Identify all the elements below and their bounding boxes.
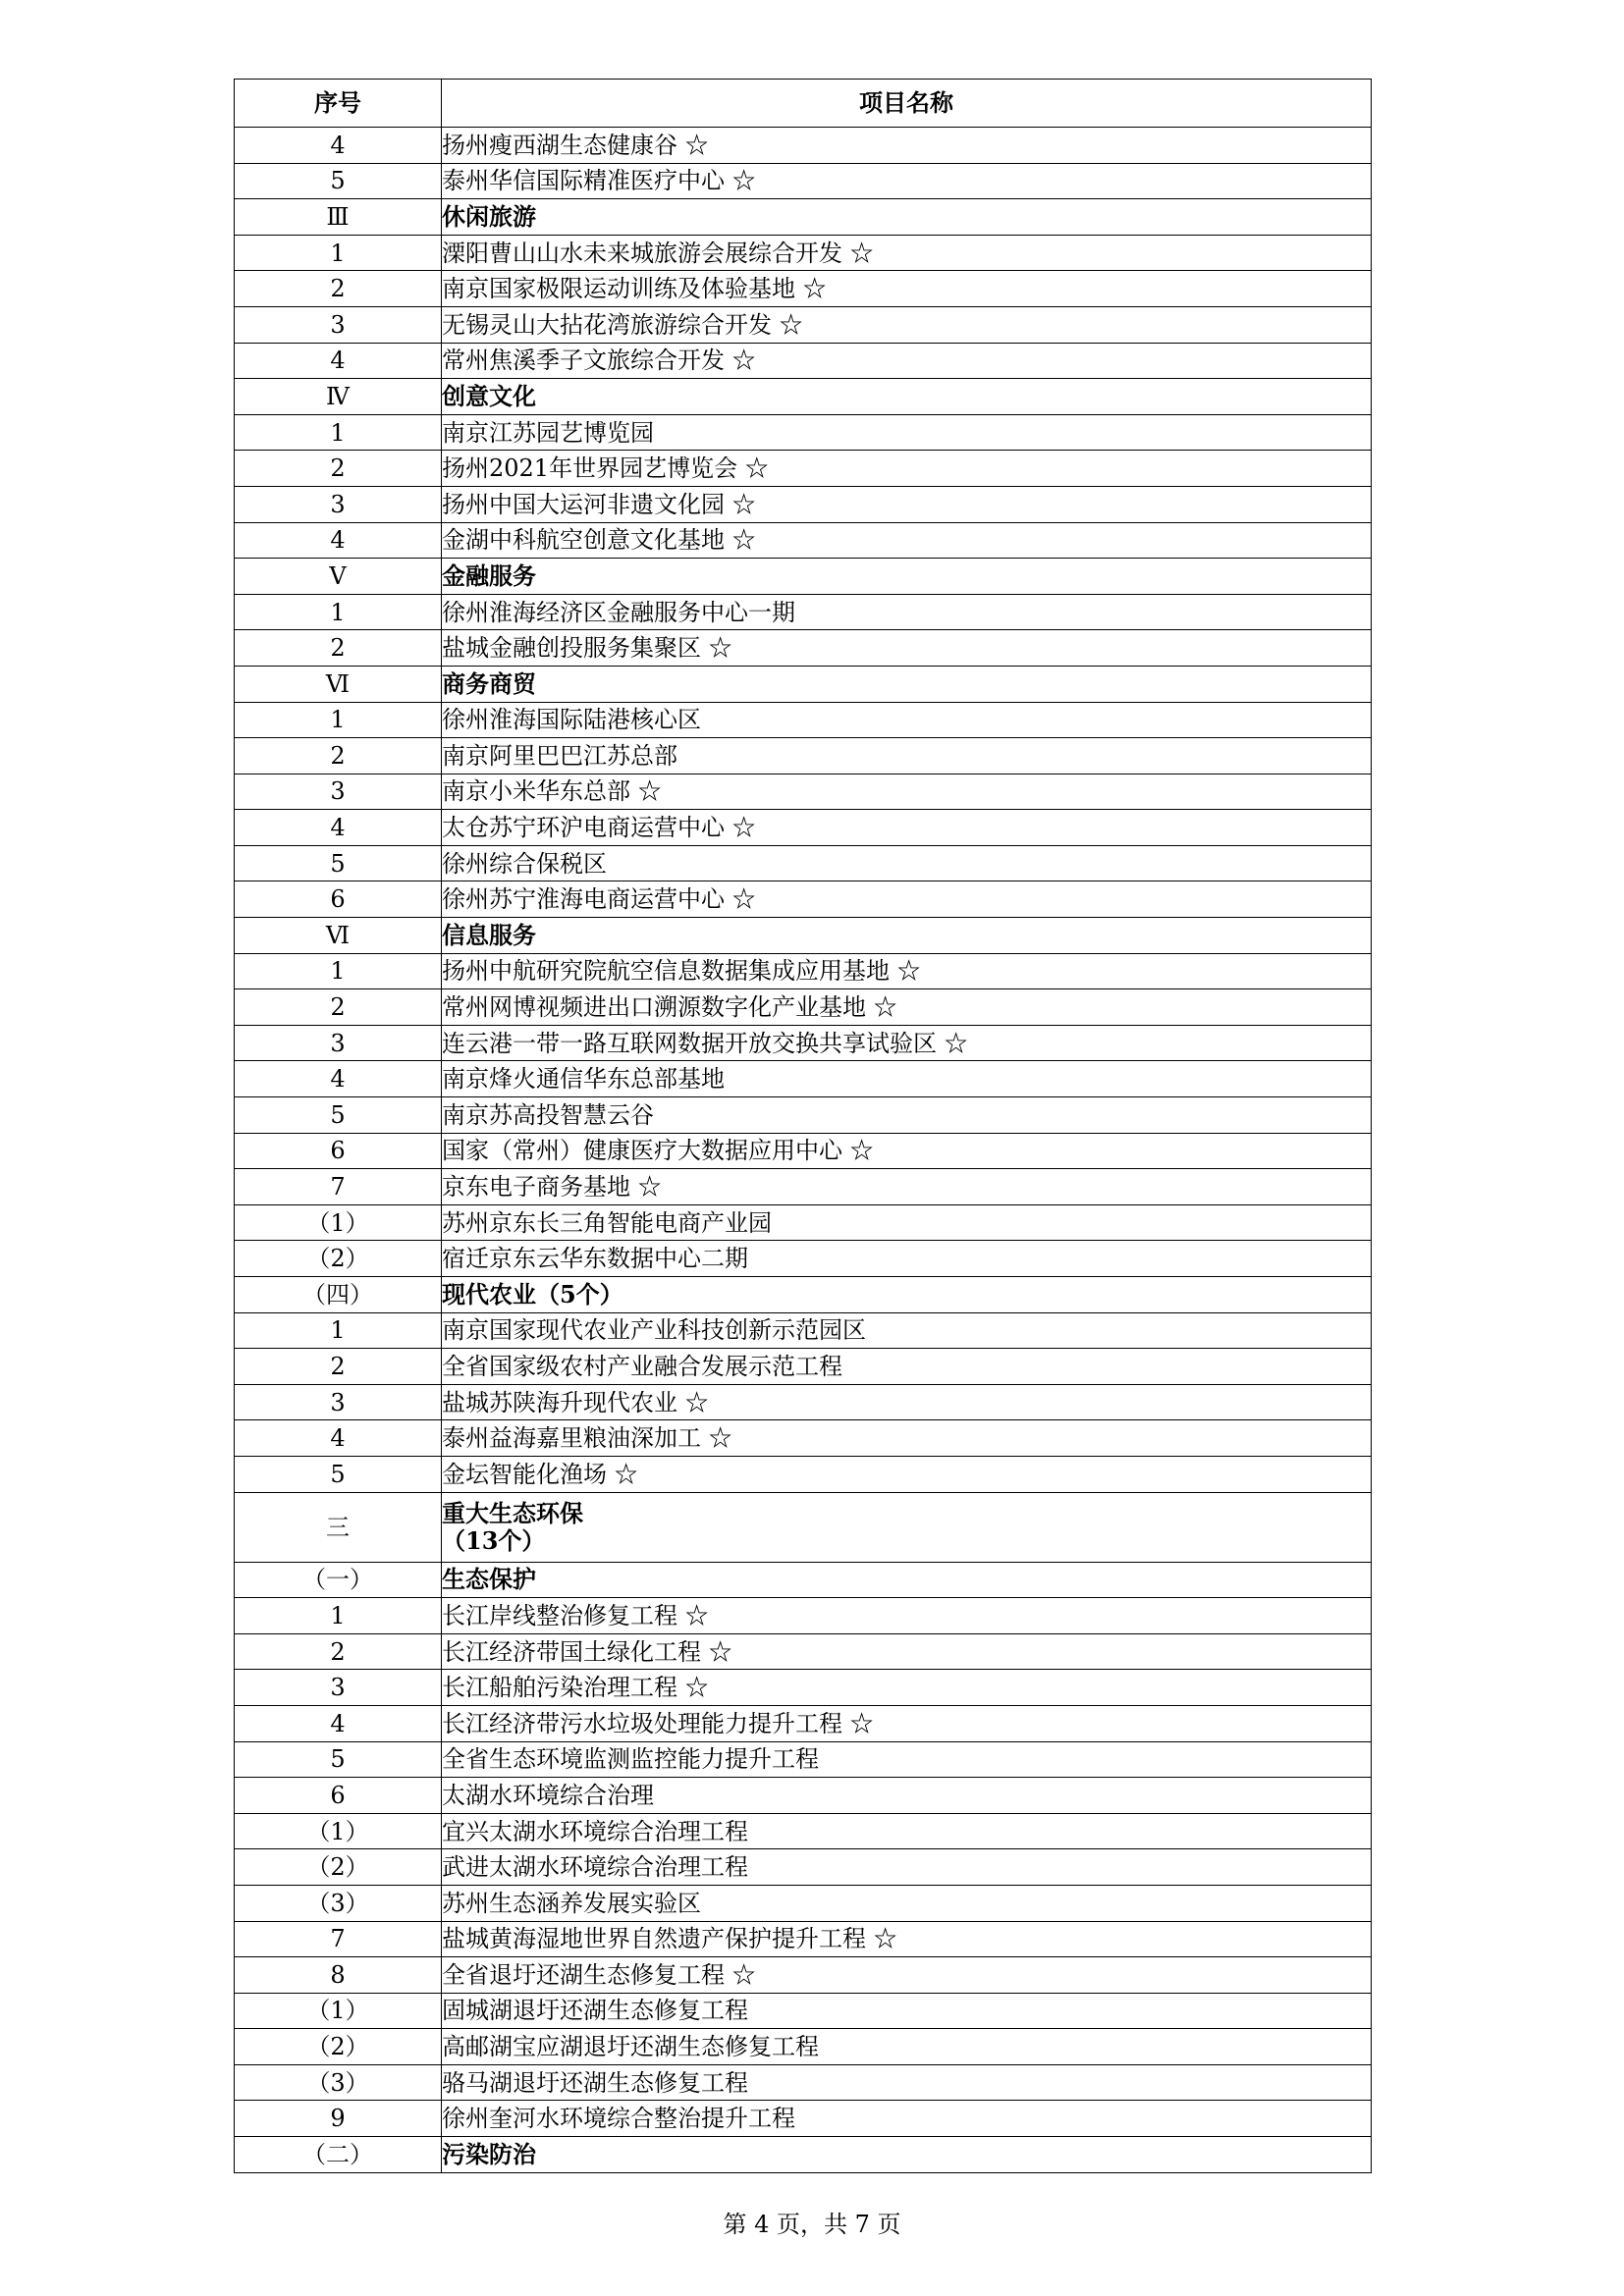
row-project-name: 南京国家现代农业产业科技创新示范园区 xyxy=(442,1312,1372,1349)
row-project-name: 徐州奎河水环境综合整治提升工程 xyxy=(442,2101,1372,2137)
row-project-name: 太仓苏宁环沪电商运营中心 ☆ xyxy=(442,810,1372,846)
row-project-name: 宜兴太湖水环境综合治理工程 xyxy=(442,1813,1372,1849)
table-row xyxy=(235,2137,1372,2173)
row-project-name: 金湖中科航空创意文化基地 ☆ xyxy=(442,522,1372,559)
table-row xyxy=(235,1384,1372,1420)
row-seq: （2） xyxy=(235,2029,442,2065)
row-seq: Ⅳ xyxy=(235,379,442,415)
row-project-name: 泰州益海嘉里粮油深加工 ☆ xyxy=(442,1420,1372,1457)
row-project-name: 全省退圩还湖生态修复工程 ☆ xyxy=(442,1957,1372,1994)
row-project-name: 徐州淮海国际陆港核心区 xyxy=(442,702,1372,738)
table-row xyxy=(235,738,1372,774)
row-project-name: 宿迁京东云华东数据中心二期 xyxy=(442,1241,1372,1277)
row-seq: Ⅴ xyxy=(235,559,442,595)
row-project-name: 固城湖退圩还湖生态修复工程 xyxy=(442,1993,1372,2029)
table-row xyxy=(235,2101,1372,2137)
table-row xyxy=(235,594,1372,630)
table-row xyxy=(235,1849,1372,1886)
row-seq: 3 xyxy=(235,486,442,522)
table-row xyxy=(235,1456,1372,1492)
row-seq: （1） xyxy=(235,1993,442,2029)
table-row xyxy=(235,1778,1372,1814)
row-seq: 5 xyxy=(235,1456,442,1492)
table-row xyxy=(235,1277,1372,1313)
row-seq: Ⅵ xyxy=(235,666,442,702)
row-seq: 1 xyxy=(235,702,442,738)
row-seq: （一） xyxy=(235,1562,442,1598)
row-project-name: 生态保护 xyxy=(442,1562,1372,1598)
row-seq: 7 xyxy=(235,1921,442,1957)
row-seq: 4 xyxy=(235,128,442,164)
row-seq: 3 xyxy=(235,774,442,810)
row-seq: 2 xyxy=(235,1633,442,1670)
table-row xyxy=(235,702,1372,738)
table-row xyxy=(235,1598,1372,1634)
table-row xyxy=(235,306,1372,343)
table-row xyxy=(235,1562,1372,1598)
row-project-name-line1: 重大生态环保 xyxy=(442,1498,583,1527)
row-project-name: 商务商贸 xyxy=(442,666,1372,702)
row-seq: 3 xyxy=(235,306,442,343)
row-project-name: 扬州中航研究院航空信息数据集成应用基地 ☆ xyxy=(442,953,1372,989)
row-seq: 2 xyxy=(235,989,442,1026)
table-row xyxy=(235,486,1372,522)
row-seq: 8 xyxy=(235,1957,442,1994)
row-seq: 1 xyxy=(235,594,442,630)
row-project-name: 现代农业（5个） xyxy=(442,1277,1372,1313)
page-number: 第 4 页，共 7 页 xyxy=(723,2211,901,2238)
table-row xyxy=(235,379,1372,415)
row-project-name: 长江岸线整治修复工程 ☆ xyxy=(442,1598,1372,1634)
row-project-name: 南京阿里巴巴江苏总部 xyxy=(442,738,1372,774)
row-seq: （1） xyxy=(235,1204,442,1241)
row-seq: 4 xyxy=(235,343,442,379)
table-row xyxy=(235,522,1372,559)
row-seq: 4 xyxy=(235,1061,442,1097)
row-project-name: 高邮湖宝应湖退圩还湖生态修复工程 xyxy=(442,2029,1372,2065)
row-seq: Ⅵ xyxy=(235,918,442,954)
row-project-name-line2: （13个） xyxy=(442,1525,546,1555)
row-seq: 2 xyxy=(235,451,442,487)
row-project-name: 南京国家极限运动训练及体验基地 ☆ xyxy=(442,271,1372,307)
row-project-name: 徐州综合保税区 xyxy=(442,845,1372,881)
row-project-name: 扬州2021年世界园艺博览会 ☆ xyxy=(442,451,1372,487)
table-row xyxy=(235,630,1372,667)
row-project-name xyxy=(442,1492,1372,1562)
row-seq: 5 xyxy=(235,1097,442,1134)
row-seq: 4 xyxy=(235,810,442,846)
row-seq: （二） xyxy=(235,2137,442,2173)
row-project-name: 长江经济带污水垃圾处理能力提升工程 ☆ xyxy=(442,1705,1372,1741)
row-project-name: 扬州中国大运河非遗文化园 ☆ xyxy=(442,486,1372,522)
row-project-name: 盐城金融创投服务集聚区 ☆ xyxy=(442,630,1372,667)
row-project-name: 南京江苏园艺博览园 xyxy=(442,414,1372,451)
table-row xyxy=(235,271,1372,307)
row-seq: 1 xyxy=(235,414,442,451)
table-row xyxy=(235,918,1372,954)
row-seq: （3） xyxy=(235,2064,442,2101)
row-project-name: 南京烽火通信华东总部基地 xyxy=(442,1061,1372,1097)
row-seq: 5 xyxy=(235,1741,442,1778)
table-row xyxy=(235,1885,1372,1921)
row-project-name: 常州网博视频进出口溯源数字化产业基地 ☆ xyxy=(442,989,1372,1026)
table-row xyxy=(235,451,1372,487)
row-seq: 2 xyxy=(235,1349,442,1385)
row-project-name: 休闲旅游 xyxy=(442,199,1372,236)
table-row xyxy=(235,1957,1372,1994)
row-seq: 3 xyxy=(235,1384,442,1420)
table-row xyxy=(235,1133,1372,1169)
row-seq: 5 xyxy=(235,845,442,881)
table-row xyxy=(235,881,1372,918)
row-seq: Ⅲ xyxy=(235,199,442,236)
table-row xyxy=(235,1492,1372,1562)
table-row xyxy=(235,1349,1372,1385)
table-row xyxy=(235,1241,1372,1277)
table-row xyxy=(235,810,1372,846)
table-row xyxy=(235,2064,1372,2101)
row-seq: 6 xyxy=(235,881,442,918)
row-project-name: 创意文化 xyxy=(442,379,1372,415)
project-table xyxy=(234,79,1372,2173)
table-row xyxy=(235,1169,1372,1205)
row-project-name: 苏州京东长三角智能电商产业园 xyxy=(442,1204,1372,1241)
row-project-name: 常州焦溪季子文旅综合开发 ☆ xyxy=(442,343,1372,379)
row-project-name: 盐城苏陕海升现代农业 ☆ xyxy=(442,1384,1372,1420)
row-project-name: 南京小米华东总部 ☆ xyxy=(442,774,1372,810)
row-seq: （1） xyxy=(235,1813,442,1849)
row-project-name: 连云港一带一路互联网数据开放交换共享试验区 ☆ xyxy=(442,1025,1372,1061)
row-seq: （2） xyxy=(235,1849,442,1886)
row-seq: 3 xyxy=(235,1025,442,1061)
row-seq: 1 xyxy=(235,953,442,989)
row-seq: 7 xyxy=(235,1169,442,1205)
table-row xyxy=(235,1097,1372,1134)
header-seq: 序号 xyxy=(235,80,442,128)
table-row xyxy=(235,1993,1372,2029)
table-row xyxy=(235,128,1372,164)
table-row xyxy=(235,1633,1372,1670)
table-row xyxy=(235,199,1372,236)
table-row xyxy=(235,163,1372,199)
row-seq: 5 xyxy=(235,163,442,199)
row-seq: （3） xyxy=(235,1885,442,1921)
row-seq: 4 xyxy=(235,1705,442,1741)
table-body xyxy=(235,128,1372,2173)
table-row xyxy=(235,845,1372,881)
row-project-name: 徐州淮海经济区金融服务中心一期 xyxy=(442,594,1372,630)
table-row xyxy=(235,1813,1372,1849)
table-row xyxy=(235,989,1372,1026)
row-project-name: 金融服务 xyxy=(442,559,1372,595)
row-project-name: 信息服务 xyxy=(442,918,1372,954)
row-project-name: 苏州生态涵养发展实验区 xyxy=(442,1885,1372,1921)
row-project-name: 长江船舶污染治理工程 ☆ xyxy=(442,1670,1372,1706)
table-row xyxy=(235,343,1372,379)
row-project-name: 骆马湖退圩还湖生态修复工程 xyxy=(442,2064,1372,2101)
row-project-name: 武进太湖水环境综合治理工程 xyxy=(442,1849,1372,1886)
table-row xyxy=(235,235,1372,271)
row-seq: （四） xyxy=(235,1277,442,1313)
row-project-name: 泰州华信国际精准医疗中心 ☆ xyxy=(442,163,1372,199)
row-project-name: 京东电子商务基地 ☆ xyxy=(442,1169,1372,1205)
row-seq: 4 xyxy=(235,522,442,559)
row-seq: 1 xyxy=(235,235,442,271)
row-seq: 2 xyxy=(235,271,442,307)
row-project-name: 全省生态环境监测监控能力提升工程 xyxy=(442,1741,1372,1778)
row-project-name: 全省国家级农村产业融合发展示范工程 xyxy=(442,1349,1372,1385)
row-project-name: 盐城黄海湿地世界自然遗产保护提升工程 ☆ xyxy=(442,1921,1372,1957)
row-seq: （2） xyxy=(235,1241,442,1277)
row-seq: 6 xyxy=(235,1778,442,1814)
row-project-name: 无锡灵山大拈花湾旅游综合开发 ☆ xyxy=(442,306,1372,343)
row-seq: 6 xyxy=(235,1133,442,1169)
row-project-name: 徐州苏宁淮海电商运营中心 ☆ xyxy=(442,881,1372,918)
table-row xyxy=(235,666,1372,702)
row-project-name: 国家（常州）健康医疗大数据应用中心 ☆ xyxy=(442,1133,1372,1169)
table-row xyxy=(235,1420,1372,1457)
row-seq: 2 xyxy=(235,630,442,667)
row-seq: 2 xyxy=(235,738,442,774)
table-row xyxy=(235,1741,1372,1778)
row-seq: 1 xyxy=(235,1598,442,1634)
row-project-name: 金坛智能化渔场 ☆ xyxy=(442,1456,1372,1492)
row-seq: 4 xyxy=(235,1420,442,1457)
row-seq: 9 xyxy=(235,2101,442,2137)
row-project-name: 溧阳曹山山水未来城旅游会展综合开发 ☆ xyxy=(442,235,1372,271)
row-project-name: 扬州瘦西湖生态健康谷 ☆ xyxy=(442,128,1372,164)
table-row xyxy=(235,559,1372,595)
row-project-name: 长江经济带国土绿化工程 ☆ xyxy=(442,1633,1372,1670)
table-row xyxy=(235,1705,1372,1741)
table-header-row xyxy=(235,80,1372,128)
table-row xyxy=(235,953,1372,989)
row-seq: 3 xyxy=(235,1670,442,1706)
table-row xyxy=(235,1921,1372,1957)
header-project-name: 项目名称 xyxy=(442,80,1372,128)
table-row xyxy=(235,414,1372,451)
table-row xyxy=(235,1204,1372,1241)
row-project-name: 污染防治 xyxy=(442,2137,1372,2173)
row-seq: 1 xyxy=(235,1312,442,1349)
row-project-name: 太湖水环境综合治理 xyxy=(442,1778,1372,1814)
table-row xyxy=(235,2029,1372,2065)
row-seq: 三 xyxy=(235,1492,442,1562)
table-row xyxy=(235,1670,1372,1706)
table-row xyxy=(235,774,1372,810)
table-row xyxy=(235,1061,1372,1097)
table-row xyxy=(235,1025,1372,1061)
row-project-name: 南京苏高投智慧云谷 xyxy=(442,1097,1372,1134)
table-row xyxy=(235,1312,1372,1349)
